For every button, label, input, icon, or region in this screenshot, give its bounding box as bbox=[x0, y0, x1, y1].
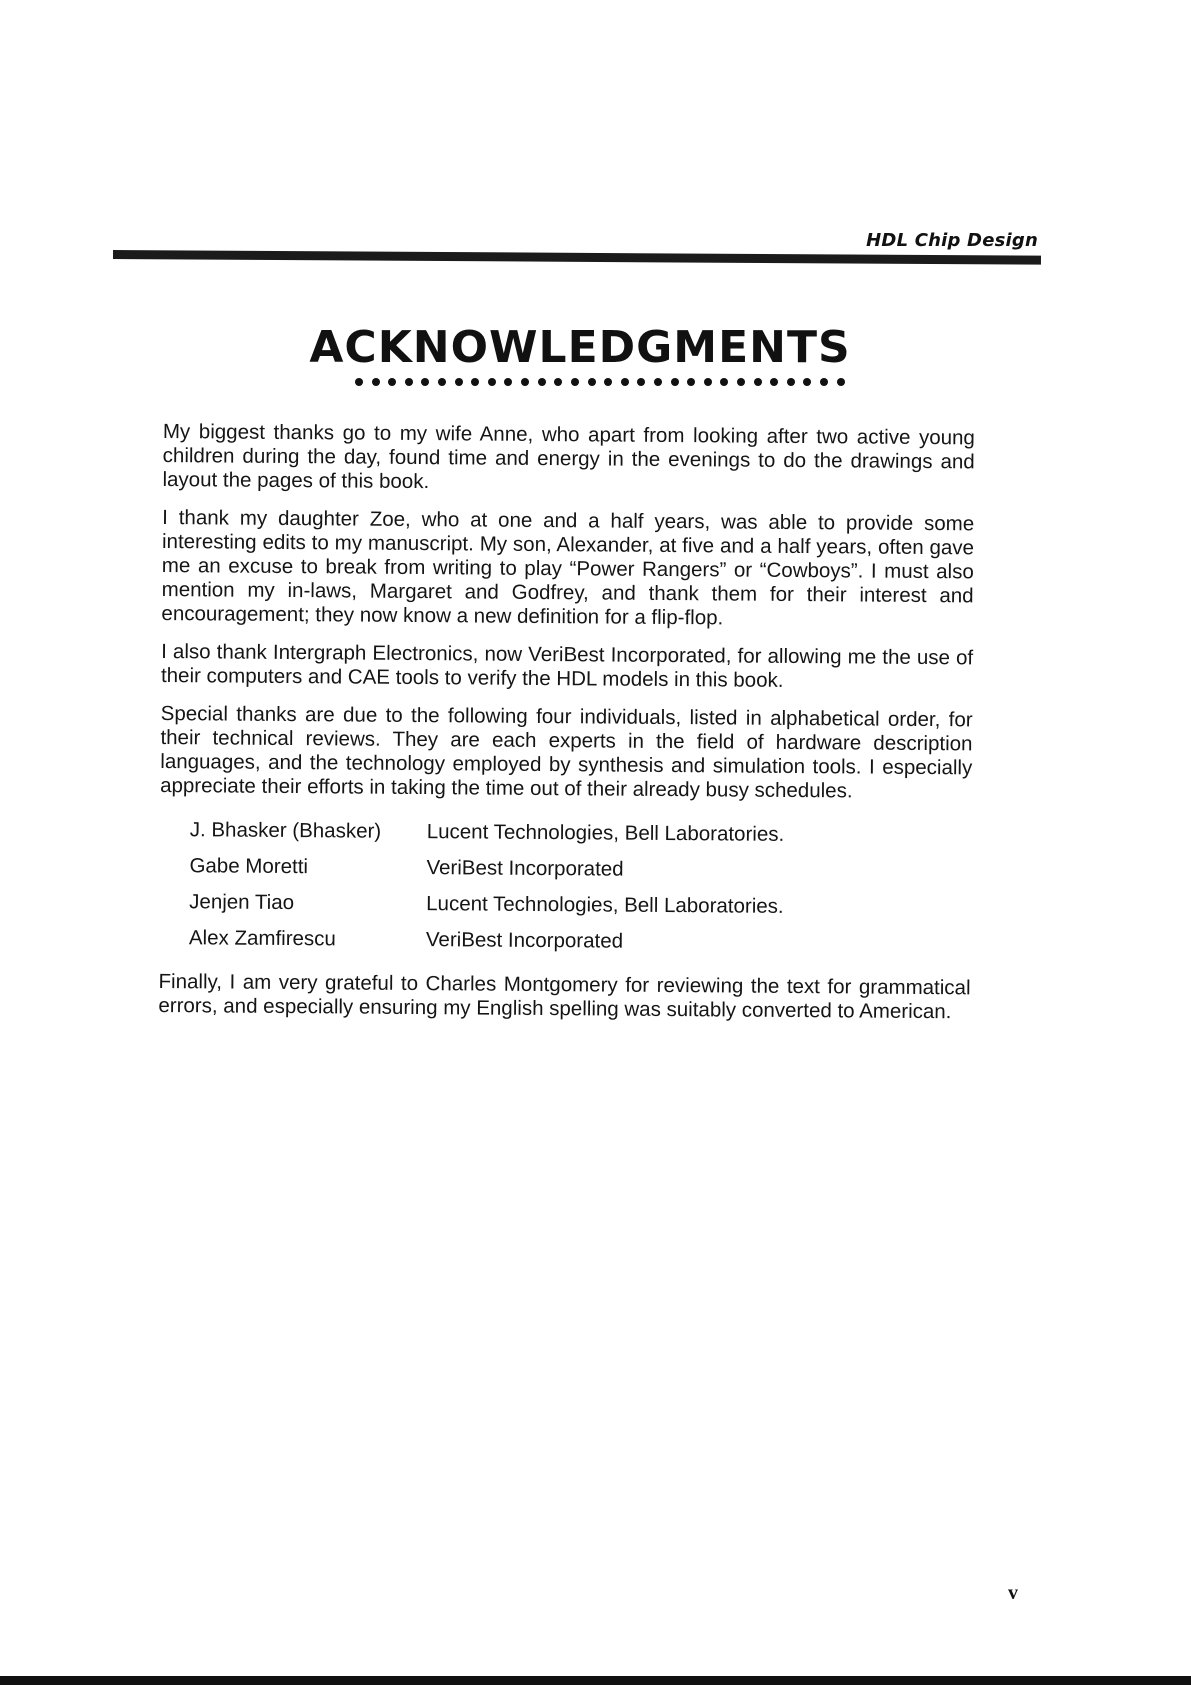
paragraph-reviewers-intro: Special thanks are due to the following four individuals, listed in alphabetical order, for their technical reviews. They are each experts in the field of hardware description languages, and the technology employed by synthesis and simulation tools. I especially appreciate their efforts in taking the time out of their already busy schedules. bbox=[160, 701, 973, 803]
ornament-dot bbox=[588, 378, 596, 386]
page-number: v bbox=[1008, 1582, 1018, 1604]
reviewer-list bbox=[159, 812, 972, 962]
ornament-dot bbox=[704, 378, 712, 386]
reviewer-row bbox=[189, 848, 971, 890]
ornament-dot bbox=[471, 378, 479, 386]
ornament-dot bbox=[737, 378, 745, 386]
ornament-dot bbox=[604, 378, 612, 386]
ornament-dot bbox=[770, 378, 778, 386]
reviewer-name: Gabe Moretti bbox=[189, 854, 309, 879]
reviewer-row bbox=[189, 920, 971, 962]
ornament-dot bbox=[671, 378, 679, 386]
ornament-dot bbox=[355, 378, 363, 386]
ornament-dot bbox=[538, 378, 546, 386]
paragraph-children: I thank my daughter Zoe, who at one and a half years, was able to provide some interesting edits to my manuscript. My son, Alexander, at five and a half years, often gave me an excuse to break from writing to play “Power Rangers” or “Cowboys”. I must also mention my in-laws, Margaret and Godfrey, and thank them for their interest and encouragement; they now know a new definition for a flip-flop. bbox=[161, 505, 975, 630]
ornament-dot bbox=[438, 378, 446, 386]
acknowledgments-body bbox=[158, 420, 975, 1038]
scan-bottom-edge bbox=[0, 1676, 1191, 1685]
header-rule bbox=[113, 250, 1041, 265]
paragraph-closing: Finally, I am very grateful to Charles Montgomery for reviewing the text for grammatical errors, and especially ensuring my English spelling was suitably converted to American. bbox=[158, 969, 971, 1024]
ornament-dot bbox=[820, 378, 828, 386]
ornament-dot bbox=[754, 378, 762, 386]
reviewer-row bbox=[190, 812, 972, 854]
ornament-dot bbox=[488, 378, 496, 386]
ornament-dot bbox=[554, 378, 562, 386]
ornament-dot bbox=[803, 378, 811, 386]
ornament-dot bbox=[521, 378, 529, 386]
title-dot-ornament bbox=[355, 378, 845, 388]
ornament-dot bbox=[621, 378, 629, 386]
paragraph-wife: My biggest thanks go to my wife Anne, who apart from looking after two active young children during the day, found time and energy in the evenings to do the drawings and layout the pages of this book. bbox=[162, 420, 975, 494]
reviewer-organization: Lucent Technologies, Bell Laboratories. bbox=[426, 820, 785, 846]
chapter-title: ACKNOWLEDGMENTS bbox=[309, 322, 851, 373]
ornament-dot bbox=[787, 378, 795, 386]
ornament-dot bbox=[687, 378, 695, 386]
reviewer-name: Alex Zamfirescu bbox=[188, 926, 336, 951]
reviewer-row bbox=[189, 884, 971, 926]
ornament-dot bbox=[637, 378, 645, 386]
ornament-dot bbox=[720, 378, 728, 386]
ornament-dot bbox=[455, 378, 463, 386]
paragraph-intergraph: I also thank Intergraph Electronics, now VeriBest Incorporated, for allowing me the use of their computers and CAE tools to verify the HDL models in this book. bbox=[160, 639, 974, 692]
reviewer-name: J. Bhasker (Bhasker) bbox=[189, 818, 382, 843]
ornament-dot bbox=[405, 378, 413, 386]
reviewer-organization: VeriBest Incorporated bbox=[425, 928, 624, 953]
ornament-dot bbox=[504, 378, 512, 386]
ornament-dot bbox=[654, 378, 662, 386]
ornament-dot bbox=[571, 378, 579, 386]
ornament-dot bbox=[421, 378, 429, 386]
ornament-dot bbox=[372, 378, 380, 386]
reviewer-name: Jenjen Tiao bbox=[189, 890, 295, 915]
reviewer-organization: VeriBest Incorporated bbox=[426, 856, 624, 881]
ornament-dot bbox=[837, 378, 845, 386]
running-head-title: HDL Chip Design bbox=[866, 230, 1038, 251]
ornament-dot bbox=[388, 378, 396, 386]
reviewer-organization: Lucent Technologies, Bell Laboratories. bbox=[426, 892, 784, 918]
